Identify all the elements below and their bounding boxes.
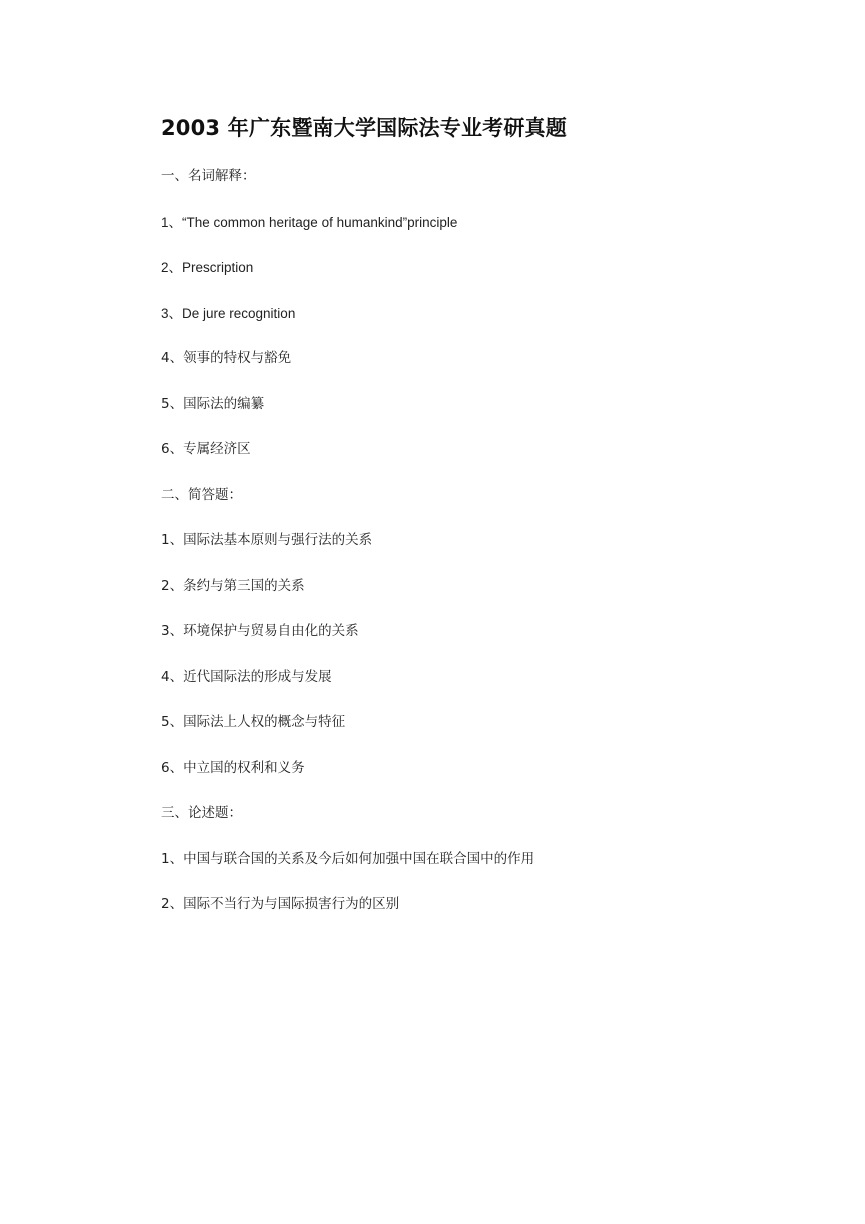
question-item: 6、专属经济区 (161, 441, 251, 457)
question-item: 6、中立国的权利和义务 (161, 759, 305, 776)
question-item: 1、“The common heritage of humankind”principle (161, 214, 458, 230)
section-heading-essay: 三、论述题： (161, 805, 242, 821)
section-heading-terms: 一、名词解释： (161, 168, 256, 184)
question-item: 4、领事的特权与豁免 (161, 350, 292, 366)
question-item: 1、国际法基本原则与强行法的关系 (161, 532, 373, 548)
question-item: 5、国际法的编纂 (161, 395, 265, 412)
question-item: 5、国际法上人权的概念与特征 (161, 714, 346, 730)
question-item: 3、De jure recognition (161, 305, 296, 321)
document-title: 2003 年广东暨南大学国际法专业考研真题 (161, 116, 567, 140)
question-list (161, 167, 781, 914)
question-item: 1、中国与联合国的关系及今后如何加强中国在联合国中的作用 (161, 850, 535, 867)
question-item: 4、近代国际法的形成与发展 (161, 668, 332, 685)
section-heading-short-answer: 二、简答题： (161, 486, 242, 503)
question-item: 2、条约与第三国的关系 (161, 577, 305, 594)
question-item: 2、国际不当行为与国际损害行为的区别 (161, 896, 400, 912)
document-body (161, 112, 781, 941)
question-item: 3、环境保护与贸易自由化的关系 (161, 623, 359, 639)
question-item: 2、Prescription (161, 260, 254, 275)
